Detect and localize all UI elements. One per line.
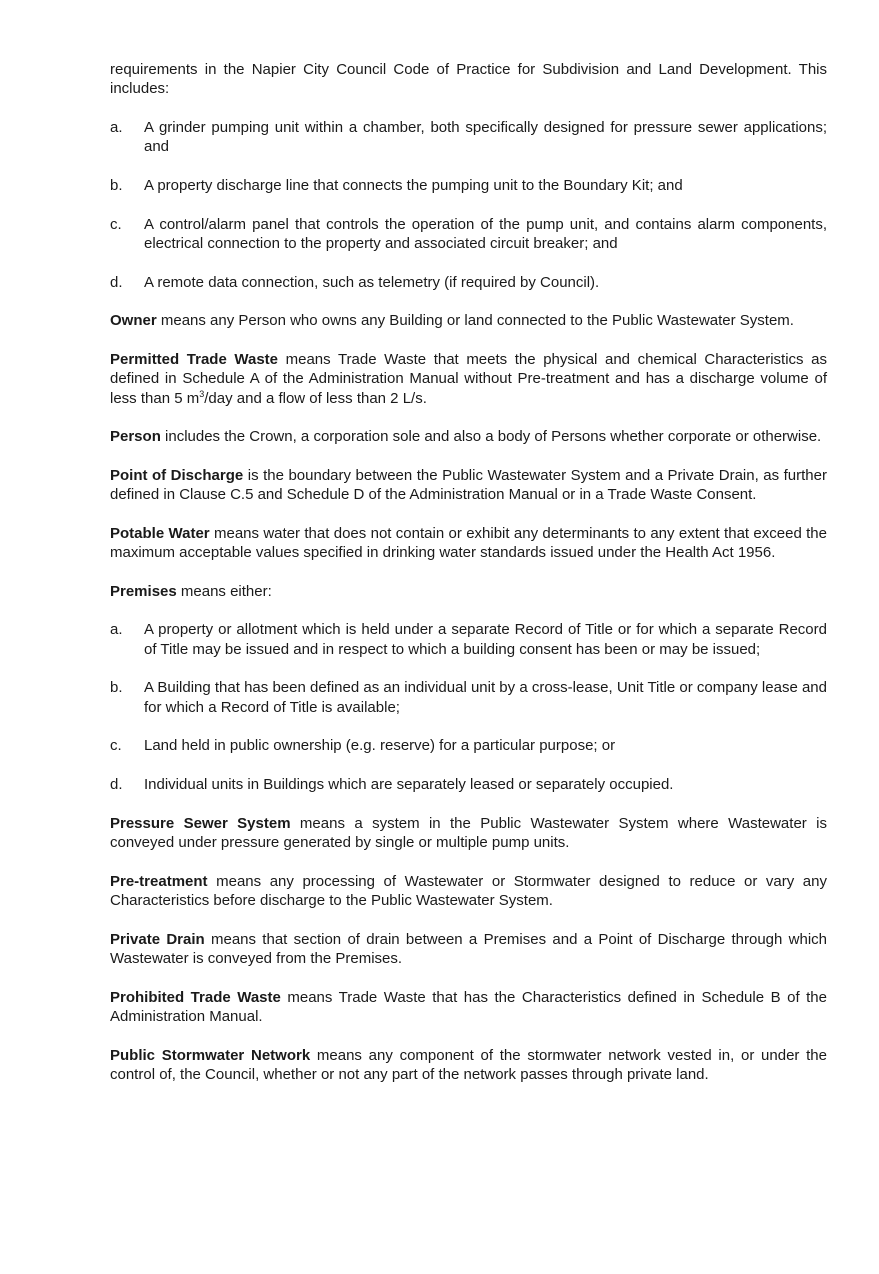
definition-term: Permitted Trade Waste xyxy=(110,350,279,368)
definition-prohibited-trade-waste xyxy=(110,988,827,1027)
list-marker: d. xyxy=(110,775,123,793)
list-item xyxy=(110,215,827,254)
definition-term: Premises xyxy=(110,582,177,600)
list-item-text: A grinder pumping unit within a chamber, both specifically designed for pressure sewer applications; and xyxy=(144,119,827,156)
list-marker: b. xyxy=(110,679,123,697)
definition-text: means any component of the stormwater network vested in, or under the control of, the Council, whether or not any part of the network passes through private land. xyxy=(110,1046,827,1083)
definition-person xyxy=(110,427,827,446)
definition-text: means any processing of Wastewater or Stormwater designed to reduce or vary any Characteristics before discharge to the Public Wastewater System. xyxy=(110,872,827,909)
definition-term: Public Stormwater Network xyxy=(110,1046,311,1064)
list-item-text: A property or allotment which is held under a separate Record of Title or for which a separate Record of Title may be issued and in respect to which a building consent has been or may be issued; xyxy=(144,621,827,658)
definition-text: includes the Crown, a corporation sole and also a body of Persons whether corporate or otherwise. xyxy=(160,428,822,446)
definition-private-drain xyxy=(110,930,827,969)
list-item-text: A control/alarm panel that controls the operation of the pump unit, and contains alarm components, electrical connection to the property and associated circuit breaker; and xyxy=(144,215,827,252)
list-item-text: A Building that has been defined as an individual unit by a cross-lease, Unit Title or company lease and for which a Record of Title is available; xyxy=(144,679,827,716)
definition-text-continued: /day and a flow of less than 2 L/s. xyxy=(204,389,427,407)
list-item-text: Individual units in Buildings which are separately leased or separately occupied. xyxy=(144,775,674,793)
definition-text: is the boundary between the Public Wastewater System and a Private Drain, as further defined in Clause C.5 and Schedule D of the Administration Manual or in a Trade Waste Consent. xyxy=(110,466,827,504)
definition-term: Person xyxy=(110,428,161,446)
list-item xyxy=(110,273,827,292)
document-page xyxy=(110,60,827,1104)
list-marker: c. xyxy=(110,737,122,755)
definition-term: Point of Discharge xyxy=(110,466,244,484)
list-marker: d. xyxy=(110,273,123,291)
intro-paragraph: requirements in the Napier City Council Code of Practice for Subdivision and Land Development. This includes: xyxy=(110,61,827,98)
list-item xyxy=(110,775,827,794)
list-item xyxy=(110,118,827,157)
list-marker: a. xyxy=(110,621,123,639)
definition-term: Pre-treatment xyxy=(110,872,208,890)
definition-permitted-trade-waste xyxy=(110,350,827,408)
definition-text: means Trade Waste that meets the physical and chemical Characteristics as defined in Schedule A of the Administration Manual without Pre-treatment and has a discharge volume of less than 5 m xyxy=(110,350,827,407)
list-item-text: A property discharge line that connects the pumping unit to the Boundary Kit; and xyxy=(144,177,683,194)
superscript: 3 xyxy=(199,388,205,399)
definition-point-of-discharge xyxy=(110,466,827,505)
definition-public-stormwater-network xyxy=(110,1046,827,1085)
definition-pre-treatment xyxy=(110,872,827,911)
definition-text: means a system in the Public Wastewater System where Wastewater is conveyed under pressure generated by single or multiple pump units. xyxy=(110,814,827,851)
list-item xyxy=(110,678,827,717)
definition-text: means Trade Waste that has the Characteristics defined in Schedule B of the Administration Manual. xyxy=(110,988,827,1025)
list-item-text: Land held in public ownership (e.g. reserve) for a particular purpose; or xyxy=(144,737,616,755)
definition-premises xyxy=(110,582,827,601)
definition-text: means water that does not contain or exhibit any determinants to any extent that exceed the maximum acceptable values specified in drinking water standards issued under the Health Act 1956. xyxy=(110,524,827,562)
definition-owner xyxy=(110,311,827,330)
definition-text: means any Person who owns any Building or land connected to the Public Wastewater System. xyxy=(156,312,794,330)
definition-potable-water xyxy=(110,524,827,563)
list-item xyxy=(110,620,827,659)
list-marker: c. xyxy=(110,215,122,233)
definition-text: means that section of drain between a Premises and a Point of Discharge through which Wastewater is conveyed from the Premises. xyxy=(110,930,827,967)
list-marker: b. xyxy=(110,177,123,194)
definition-term: Pressure Sewer System xyxy=(110,814,291,832)
list-item xyxy=(110,736,827,755)
definition-term: Potable Water xyxy=(110,524,210,542)
list-marker: a. xyxy=(110,119,123,136)
definition-text: means either: xyxy=(176,582,272,600)
definition-term: Prohibited Trade Waste xyxy=(110,988,281,1006)
list-item-text: A remote data connection, such as telemetry (if required by Council). xyxy=(144,273,600,291)
list-item xyxy=(110,176,827,195)
definition-term: Private Drain xyxy=(110,930,205,948)
definition-term: Owner xyxy=(110,312,157,330)
definition-pressure-sewer-system xyxy=(110,814,827,853)
